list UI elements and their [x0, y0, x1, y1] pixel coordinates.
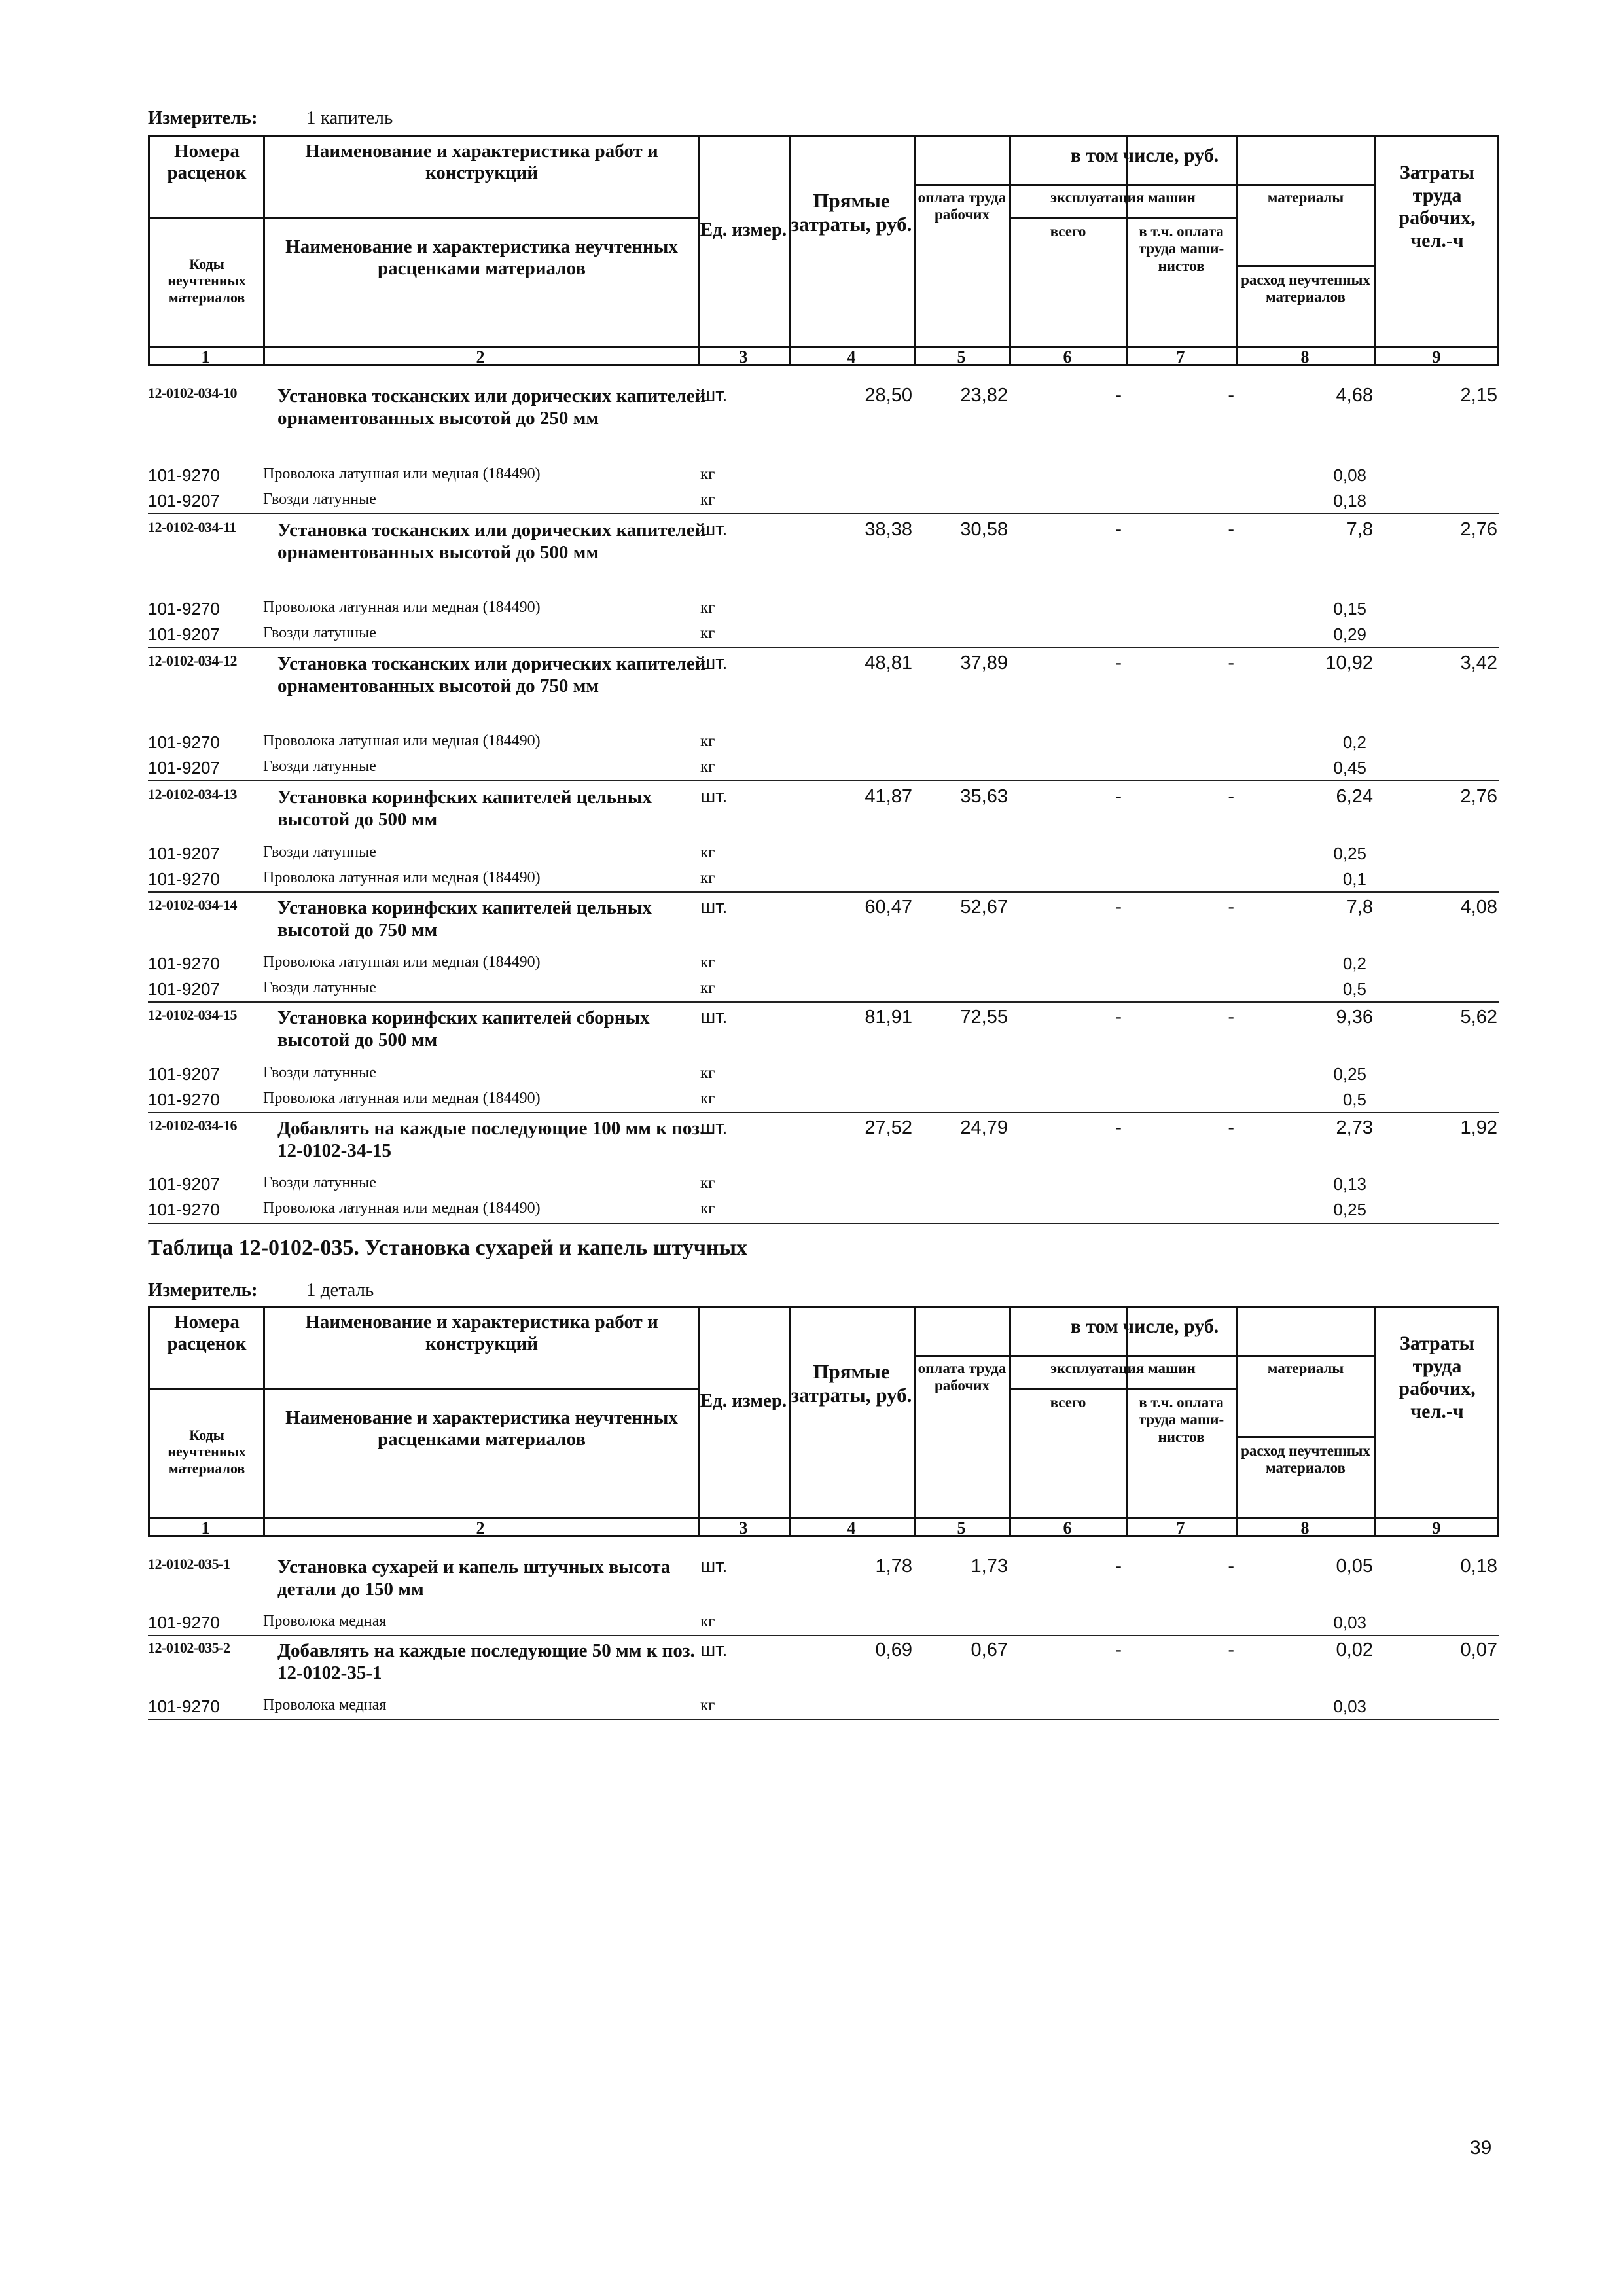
header-col-line: [698, 1306, 700, 1537]
material-name: Проволока латунная или медная (184490): [263, 599, 541, 616]
header-col-line: [1009, 1306, 1011, 1537]
cell-labor-hours: 0,07: [1460, 1640, 1497, 1660]
material-name: Проволока медная: [263, 1696, 387, 1713]
header-col-line: [1236, 1306, 1238, 1537]
col-number: 7: [1176, 348, 1185, 367]
material-name: Проволока латунная или медная (184490): [263, 732, 541, 749]
work-name: Установка сухарей и капель штучных высота детали до 150 мм: [277, 1556, 671, 1600]
material-name: Гвозди латунные: [263, 979, 376, 996]
material-qty: 0,08: [1333, 465, 1366, 485]
cell-labor: 35,63: [960, 786, 1008, 807]
unit: шт.: [700, 897, 728, 918]
header-col-line: [263, 1306, 265, 1537]
col-work-name: Наименование и характеристика работ и конструкций: [305, 1312, 658, 1355]
cell-direct: 1,78: [875, 1556, 912, 1577]
rate-code: 12-0102-034-14: [148, 897, 237, 913]
col-machinist-pay: в т.ч. оплата труда маши-нистов: [1138, 1394, 1224, 1445]
col-machines: эксплуатация машин: [1050, 1360, 1196, 1376]
rate-code: 12-0102-034-11: [148, 519, 236, 535]
col-labor-pay: оплата труда рабочих: [918, 1360, 1007, 1394]
col-total: всего: [1050, 1394, 1086, 1410]
unit: шт.: [700, 1556, 728, 1577]
col-direct: Прямые затраты, руб.: [791, 189, 912, 236]
col-number: 4: [847, 1518, 856, 1537]
table-header: [148, 135, 1499, 366]
work-name: Установка коринфских капителей цельных высотой до 500 мм: [277, 787, 652, 830]
row-divider: [148, 1112, 1499, 1113]
col-codes: Коды неучтенных материалов: [168, 256, 246, 306]
header-row-line: [914, 184, 1374, 186]
material-name: Проволока латунная или медная (184490): [263, 1200, 541, 1217]
material-name: Гвозди латунные: [263, 758, 376, 775]
col-machines: эксплуатация машин: [1050, 189, 1196, 206]
material-qty: 0,25: [1333, 844, 1366, 863]
rate-code: 12-0102-034-10: [148, 385, 237, 401]
unit: шт.: [700, 653, 728, 673]
header-col-line: [789, 135, 791, 366]
cell-mach: -: [1115, 1007, 1122, 1028]
cell-labor: 52,67: [960, 897, 1008, 918]
col-direct: Прямые затраты, руб.: [791, 1360, 912, 1407]
col-number: 7: [1176, 1518, 1185, 1537]
work-name: Установка коринфских капителей сборных высотой до 500 мм: [277, 1007, 650, 1050]
cell-materials: 7,8: [1346, 519, 1373, 540]
rate-code: 12-0102-035-2: [148, 1640, 230, 1656]
unit: шт.: [700, 1117, 728, 1138]
col-unit: Ед. измер.: [700, 1390, 787, 1411]
material-unit: кг: [700, 624, 715, 642]
cell-mach-labor: -: [1228, 1007, 1234, 1028]
cell-labor-hours: 2,76: [1460, 519, 1497, 540]
material-unit: кг: [700, 844, 715, 861]
cell-direct: 38,38: [865, 519, 912, 540]
col-number: 9: [1432, 1518, 1441, 1537]
material-qty: 0,25: [1333, 1064, 1366, 1084]
rate-code: 12-0102-034-12: [148, 653, 237, 669]
cell-mach: -: [1115, 1640, 1122, 1660]
unit: шт.: [700, 519, 728, 540]
cell-direct: 0,69: [875, 1640, 912, 1660]
material-code: 101-9270: [148, 1090, 220, 1109]
rate-code: 12-0102-035-1: [148, 1556, 230, 1572]
cell-mach-labor: -: [1228, 1640, 1234, 1660]
cell-mach: -: [1115, 897, 1122, 918]
cell-materials: 6,24: [1336, 786, 1373, 807]
material-name: Проволока медная: [263, 1613, 387, 1630]
material-qty: 0,03: [1333, 1696, 1366, 1716]
material-name: Проволока латунная или медная (184490): [263, 869, 541, 886]
cell-direct: 28,50: [865, 385, 912, 406]
measurer-value: 1 капитель: [306, 107, 393, 128]
col-materials: материалы: [1267, 1360, 1344, 1376]
material-name: Проволока латунная или медная (184490): [263, 1090, 541, 1107]
measurer-label: Измеритель:: [148, 1280, 258, 1300]
cell-materials: 9,36: [1336, 1007, 1373, 1028]
cell-mach: -: [1115, 653, 1122, 673]
col-number: 3: [739, 1518, 748, 1537]
work-name: Установка тосканских или дорических капителей орнаментованных высотой до 250 мм: [277, 386, 706, 429]
material-code: 101-9207: [148, 979, 220, 999]
header-row-line: [1009, 1388, 1236, 1390]
unit: шт.: [700, 786, 728, 807]
unit: шт.: [700, 1007, 728, 1028]
material-unit: кг: [700, 954, 715, 971]
material-name: Проволока латунная или медная (184490): [263, 954, 541, 971]
material-qty: 0,1: [1342, 869, 1366, 889]
material-unit: кг: [700, 1200, 715, 1217]
material-unit: кг: [700, 1613, 715, 1630]
cell-direct: 27,52: [865, 1117, 912, 1138]
material-code: 101-9270: [148, 1696, 220, 1716]
cell-materials: 2,73: [1336, 1117, 1373, 1138]
cell-direct: 81,91: [865, 1007, 912, 1028]
cell-labor-hours: 5,62: [1460, 1007, 1497, 1028]
row-divider: [148, 1223, 1499, 1224]
measurer-line: [148, 1280, 374, 1301]
material-unit: кг: [700, 979, 715, 997]
material-qty: 0,2: [1342, 954, 1366, 973]
col-codes: Коды неучтенных материалов: [168, 1427, 246, 1477]
cell-labor: 0,67: [971, 1640, 1008, 1660]
col-number: 1: [201, 348, 210, 367]
col-unit: Ед. измер.: [700, 219, 787, 240]
unit: шт.: [700, 1640, 728, 1660]
material-unit: кг: [700, 869, 715, 887]
cell-mach: -: [1115, 385, 1122, 406]
material-qty: 0,15: [1333, 599, 1366, 619]
cell-mach-labor: -: [1228, 1117, 1234, 1138]
material-unit: кг: [700, 465, 715, 483]
cell-mach-labor: -: [1228, 1556, 1234, 1577]
work-name: Добавлять на каждые последующие 50 мм к поз. 12-0102-35-1: [277, 1640, 695, 1683]
col-labor-cost: Затраты труда рабочих, чел.-ч: [1399, 1333, 1476, 1422]
col-number: 2: [476, 348, 485, 367]
work-name: Добавлять на каждые последующие 100 мм к поз. 12-0102-34-15: [277, 1118, 705, 1161]
cell-direct: 41,87: [865, 786, 912, 807]
rate-code: 12-0102-034-15: [148, 1007, 237, 1023]
material-qty: 0,29: [1333, 624, 1366, 644]
material-code: 101-9207: [148, 1064, 220, 1084]
cell-labor-hours: 2,15: [1460, 385, 1497, 406]
cell-labor: 24,79: [960, 1117, 1008, 1138]
material-code: 101-9207: [148, 1174, 220, 1194]
col-number: 6: [1063, 1518, 1072, 1537]
cell-labor-hours: 4,08: [1460, 897, 1497, 918]
col-number: 2: [476, 1518, 485, 1537]
material-name: Гвозди латунные: [263, 844, 376, 861]
material-unit: кг: [700, 732, 715, 750]
col-total: всего: [1050, 223, 1086, 240]
col-number: 9: [1432, 348, 1441, 367]
material-code: 101-9207: [148, 844, 220, 863]
material-qty: 0,25: [1333, 1200, 1366, 1219]
col-number: 3: [739, 348, 748, 367]
cell-mach-labor: -: [1228, 519, 1234, 540]
row-divider: [148, 780, 1499, 781]
col-material-name: Наименование и характеристика неучтенных расценками материалов: [285, 1407, 678, 1450]
cell-labor-hours: 0,18: [1460, 1556, 1497, 1577]
table-title: Таблица 12-0102-035. Установка сухарей и капель штучных: [148, 1236, 748, 1260]
header-row-line: [148, 217, 698, 219]
header-col-line: [1236, 135, 1238, 366]
col-including: в том числе, руб.: [1070, 145, 1219, 166]
material-unit: кг: [700, 491, 715, 509]
material-qty: 0,5: [1342, 979, 1366, 999]
cell-labor: 30,58: [960, 519, 1008, 540]
material-unit: кг: [700, 599, 715, 617]
cell-mach: -: [1115, 1117, 1122, 1138]
col-labor-cost: Затраты труда рабочих, чел.-ч: [1399, 162, 1476, 251]
material-qty: 0,18: [1333, 491, 1366, 511]
header-col-line: [698, 135, 700, 366]
col-rate-numbers: Номера расценок: [167, 141, 247, 184]
row-divider: [148, 1635, 1499, 1636]
measurer-label: Измеритель:: [148, 107, 258, 128]
cell-mach: -: [1115, 519, 1122, 540]
header-row-line: [1236, 265, 1374, 267]
cell-materials: 10,92: [1325, 653, 1373, 673]
material-name: Гвозди латунные: [263, 1174, 376, 1191]
cell-materials: 7,8: [1346, 897, 1373, 918]
material-code: 101-9207: [148, 624, 220, 644]
header-row-line: [914, 1355, 1374, 1357]
col-number: 8: [1300, 1518, 1310, 1537]
material-code: 101-9270: [148, 732, 220, 752]
material-qty: 0,45: [1333, 758, 1366, 778]
col-number: 4: [847, 348, 856, 367]
material-name: Гвозди латунные: [263, 491, 376, 508]
header-col-line: [263, 135, 265, 366]
col-unaccounted: расход неучтенных материалов: [1241, 272, 1370, 306]
row-divider: [148, 1719, 1499, 1720]
work-name: Установка коринфских капителей цельных высотой до 750 мм: [277, 897, 652, 941]
col-rate-numbers: Номера расценок: [167, 1312, 247, 1355]
rate-code: 12-0102-034-13: [148, 786, 237, 802]
cell-materials: 4,68: [1336, 385, 1373, 406]
material-unit: кг: [700, 1090, 715, 1107]
unit: шт.: [700, 385, 728, 406]
material-code: 101-9207: [148, 758, 220, 778]
col-including: в том числе, руб.: [1070, 1316, 1219, 1337]
row-divider: [148, 513, 1499, 514]
cell-labor-hours: 2,76: [1460, 786, 1497, 807]
material-code: 101-9270: [148, 954, 220, 973]
work-name: Установка тосканских или дорических капителей орнаментованных высотой до 750 мм: [277, 653, 706, 696]
work-name: Установка тосканских или дорических капителей орнаментованных высотой до 500 мм: [277, 520, 706, 563]
col-number: 5: [957, 348, 966, 367]
measurer-line: [148, 107, 393, 129]
cell-mach: -: [1115, 1556, 1122, 1577]
cell-labor: 1,73: [971, 1556, 1008, 1577]
header-row-line: [1009, 217, 1236, 219]
col-material-name: Наименование и характеристика неучтенных расценками материалов: [285, 236, 678, 279]
header-row-line: [1236, 1436, 1374, 1438]
material-code: 101-9270: [148, 599, 220, 619]
header-col-line: [789, 1306, 791, 1537]
col-number: 6: [1063, 348, 1072, 367]
col-number: 5: [957, 1518, 966, 1537]
row-divider: [148, 1001, 1499, 1003]
measurer-value: 1 деталь: [306, 1280, 374, 1300]
col-labor-pay: оплата труда рабочих: [918, 189, 1007, 223]
header-row-line: [148, 1388, 698, 1390]
col-unaccounted: расход неучтенных материалов: [1241, 1443, 1370, 1477]
cell-labor: 37,89: [960, 653, 1008, 673]
cell-labor: 72,55: [960, 1007, 1008, 1028]
material-qty: 0,5: [1342, 1090, 1366, 1109]
row-divider: [148, 647, 1499, 648]
page-number: 39: [1470, 2137, 1492, 2159]
cell-direct: 48,81: [865, 653, 912, 673]
material-code: 101-9270: [148, 465, 220, 485]
material-unit: кг: [700, 758, 715, 776]
header-col-line: [914, 1306, 916, 1537]
material-unit: кг: [700, 1064, 715, 1082]
cell-mach-labor: -: [1228, 385, 1234, 406]
material-qty: 0,2: [1342, 732, 1366, 752]
header-col-line: [914, 135, 916, 366]
cell-mach: -: [1115, 786, 1122, 807]
material-code: 101-9270: [148, 1200, 220, 1219]
material-code: 101-9270: [148, 869, 220, 889]
cell-materials: 0,02: [1336, 1640, 1373, 1660]
material-name: Проволока латунная или медная (184490): [263, 465, 541, 482]
cell-labor-hours: 3,42: [1460, 653, 1497, 673]
cell-mach-labor: -: [1228, 786, 1234, 807]
col-number: 1: [201, 1518, 210, 1537]
material-name: Гвозди латунные: [263, 1064, 376, 1081]
header-col-line: [1009, 135, 1011, 366]
cell-labor: 23,82: [960, 385, 1008, 406]
col-machinist-pay: в т.ч. оплата труда маши-нистов: [1138, 223, 1224, 274]
table-header: [148, 1306, 1499, 1537]
material-code: 101-9270: [148, 1613, 220, 1632]
row-divider: [148, 891, 1499, 893]
cell-mach-labor: -: [1228, 653, 1234, 673]
material-name: Гвозди латунные: [263, 624, 376, 641]
cell-materials: 0,05: [1336, 1556, 1373, 1577]
material-qty: 0,03: [1333, 1613, 1366, 1632]
col-materials: материалы: [1267, 189, 1344, 206]
col-work-name: Наименование и характеристика работ и конструкций: [305, 141, 658, 184]
material-code: 101-9207: [148, 491, 220, 511]
col-number: 8: [1300, 348, 1310, 367]
material-unit: кг: [700, 1696, 715, 1714]
rate-code: 12-0102-034-16: [148, 1117, 237, 1134]
cell-direct: 60,47: [865, 897, 912, 918]
material-unit: кг: [700, 1174, 715, 1192]
cell-labor-hours: 1,92: [1460, 1117, 1497, 1138]
material-qty: 0,13: [1333, 1174, 1366, 1194]
cell-mach-labor: -: [1228, 897, 1234, 918]
